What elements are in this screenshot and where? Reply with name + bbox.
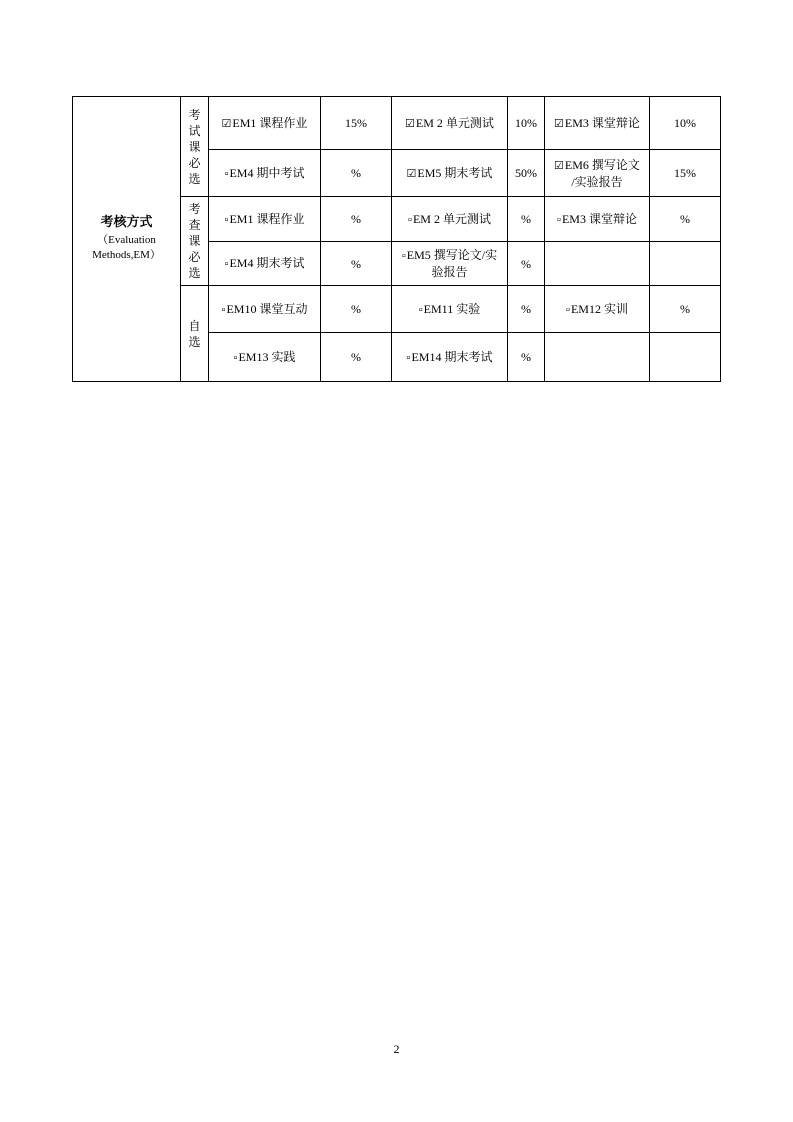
method-label: EM14 期末考试 xyxy=(411,349,493,364)
method-cell xyxy=(392,197,508,242)
unchecked-box-icon: ▫ xyxy=(557,213,561,226)
percent-cell: % xyxy=(321,333,392,382)
checked-box-icon: ☑ xyxy=(406,167,417,180)
method-label: EM1 课程作业 xyxy=(229,211,305,226)
method-cell xyxy=(392,242,508,286)
method-cell xyxy=(392,333,508,382)
method-label: EM5 期末考试 xyxy=(417,165,493,180)
section-header-cell xyxy=(73,97,181,382)
method-cell xyxy=(209,286,321,333)
method-label: EM1 课程作业 xyxy=(232,115,308,130)
percent-cell: 15% xyxy=(321,97,392,150)
section-subtitle: （Evaluation xyxy=(97,234,156,246)
method-cell xyxy=(209,242,321,286)
unchecked-box-icon: ▫ xyxy=(224,258,229,270)
method-label: EM 2 单元测试 xyxy=(415,115,494,130)
percent-cell: 15% xyxy=(650,150,721,197)
group-label-elective: 自 选 xyxy=(181,286,209,382)
page-number: 2 xyxy=(393,1042,400,1056)
table-row xyxy=(73,97,721,150)
section-subtitle: Methods,EM） xyxy=(92,249,161,261)
section-title: 考核方式 xyxy=(100,215,153,230)
method-label: EM10 课堂互动 xyxy=(226,301,308,316)
empty-cell xyxy=(650,333,721,382)
method-cell xyxy=(392,150,508,197)
method-cell xyxy=(545,286,650,333)
method-cell xyxy=(392,286,508,333)
checked-box-icon: ☑ xyxy=(554,117,564,130)
percent-cell: % xyxy=(321,242,392,286)
method-label: EM6 撰写论文 xyxy=(564,157,640,172)
unchecked-box-icon: ▫ xyxy=(406,351,411,364)
percent-cell: % xyxy=(508,333,545,382)
method-label: EM11 实验 xyxy=(423,301,481,316)
method-label: EM12 实训 xyxy=(570,301,628,316)
method-cell xyxy=(209,197,321,242)
percent-cell: % xyxy=(508,197,545,242)
method-label: EM 2 单元测试 xyxy=(412,211,491,226)
method-label-line2: /实验报告 xyxy=(571,174,623,189)
method-label: EM13 实践 xyxy=(238,349,296,364)
percent-cell: % xyxy=(321,197,392,242)
checked-box-icon: ☑ xyxy=(554,159,564,172)
percent-cell: 10% xyxy=(508,97,545,150)
unchecked-box-icon: ▫ xyxy=(221,303,226,316)
empty-cell xyxy=(650,242,721,286)
method-cell xyxy=(545,197,650,242)
empty-cell xyxy=(545,242,650,286)
unchecked-box-icon: ▫ xyxy=(408,213,412,226)
method-cell xyxy=(545,97,650,150)
group-label-check: 考 查 课 必 选 xyxy=(181,197,209,286)
percent-cell: % xyxy=(650,286,721,333)
empty-cell xyxy=(545,333,650,382)
method-cell xyxy=(209,333,321,382)
unchecked-box-icon: ▫ xyxy=(566,303,570,316)
percent-cell: % xyxy=(321,150,392,197)
method-label-line2: 验报告 xyxy=(431,265,468,279)
percent-cell: % xyxy=(650,197,721,242)
method-label: EM3 课堂辩论 xyxy=(564,115,640,130)
method-cell xyxy=(209,150,321,197)
checked-box-icon: ☑ xyxy=(405,117,415,130)
method-cell xyxy=(545,150,650,197)
method-label: EM4 期末考试 xyxy=(229,256,305,270)
method-cell xyxy=(392,97,508,150)
percent-cell: 10% xyxy=(650,97,721,150)
method-cell xyxy=(209,97,321,150)
unchecked-box-icon: ▫ xyxy=(224,167,229,180)
group-label-exam: 考 试 课 必 选 xyxy=(181,97,209,197)
percent-cell: 50% xyxy=(508,150,545,197)
unchecked-box-icon: ▫ xyxy=(418,303,423,316)
method-label: EM3 课堂辩论 xyxy=(561,211,637,226)
percent-cell: % xyxy=(508,242,545,286)
evaluation-methods-table xyxy=(72,96,721,382)
unchecked-box-icon: ▫ xyxy=(224,213,229,226)
checked-box-icon: ☑ xyxy=(221,117,232,130)
method-label: EM5 撰写论文/实 xyxy=(406,248,498,262)
unchecked-box-icon: ▫ xyxy=(401,250,406,262)
method-label: EM4 期中考试 xyxy=(229,165,305,180)
percent-cell: % xyxy=(508,286,545,333)
percent-cell: % xyxy=(321,286,392,333)
unchecked-box-icon: ▫ xyxy=(233,351,238,364)
